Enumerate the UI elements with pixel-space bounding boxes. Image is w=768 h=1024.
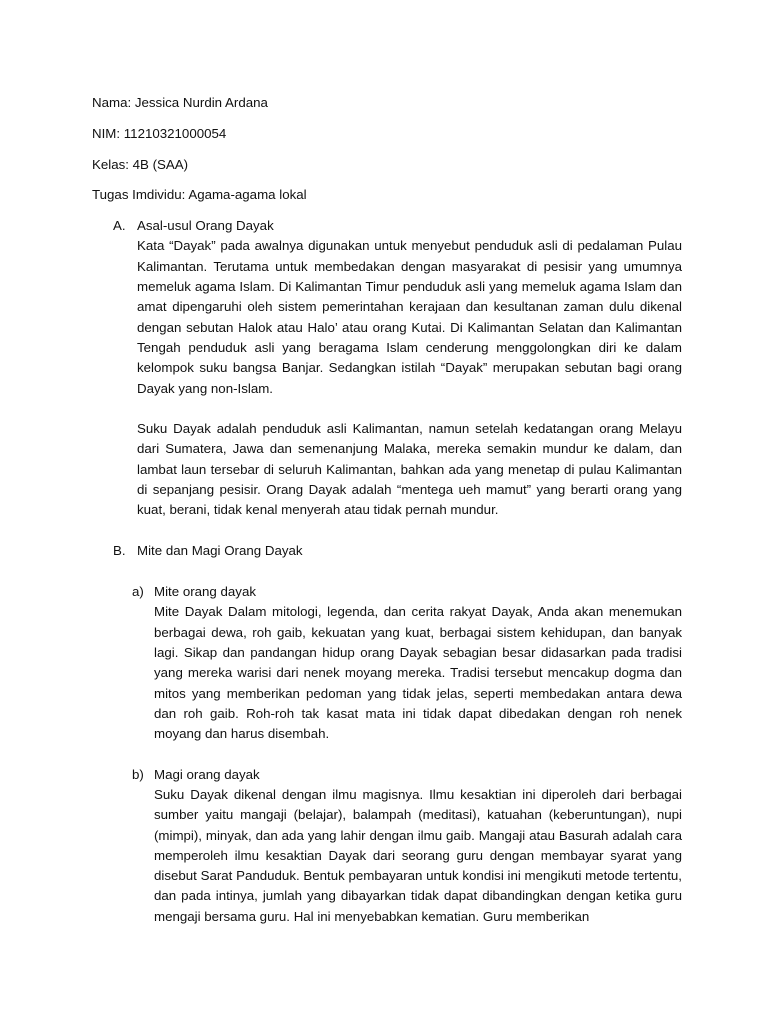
section-b-marker: B.: [113, 543, 126, 559]
subsection-magi-title: Magi orang dayak: [154, 766, 260, 782]
document-page: [92, 93, 682, 927]
assignment-title: Tugas Imdividu: Agama-agama lokal: [92, 187, 307, 203]
subsection-mite-title: Mite orang dayak: [154, 584, 256, 600]
section-b-title: Mite dan Magi Orang Dayak: [137, 543, 303, 559]
section-b: [92, 541, 682, 927]
section-a-marker: A.: [113, 218, 126, 234]
subsection-mite-marker: a): [132, 584, 144, 600]
subsection-magi-text: Suku Dayak dikenal dengan ilmu magisnya. Ilmu kesaktian ini diperoleh dari berbagai sumber yaitu mangaji (belajar), balampah (meditasi), katuahan (keberuntungan), nupi (mimpi), minyak, dan ada yang lahir dengan ilmu gaib. Mangaji atau Basurah adalah cara memperoleh ilmu kesaktian Dayak dari seorang guru dengan membayar syarat yang disebut Sarat Panduduk. Bentuk pembayaran untuk kondisi ini mengikuti metode tertentu, dan pada intinya, jumlah yang dibayarkan tidak dapat dibandingkan dengan ketika guru mengaji bersama guru. Hal ini menyebabkan kematian. Guru memberikan: [154, 787, 682, 924]
student-name: Nama: Jessica Nurdin Ardana: [92, 95, 268, 110]
section-a-title: Asal-usul Orang Dayak: [137, 218, 274, 234]
subsection-magi: [132, 765, 682, 927]
student-nim: NIM: 11210321000054: [92, 125, 227, 141]
subsection-magi-marker: b): [132, 766, 144, 782]
section-a-paragraph-2: Suku Dayak adalah penduduk asli Kalimantan, namun setelah kedatangan orang Melayu dari Sumatera, Jawa dan semenanjung Malaka, mereka semakin mundur ke dalam, dan lambat laun tersebar di seluruh Kalimantan, bahkan ada yang menetap di pulau Kalimantan di sepanjang pesisir. Orang Dayak adalah “mentega ueh mamut” yang berarti orang yang kuat, berani, tidak kenal menyerah atau tidak pernah mundur.: [137, 421, 682, 518]
subsection-mite-text: Mite Dayak Dalam mitologi, legenda, dan cerita rakyat Dayak, Anda akan menemukan berbagai dewa, roh gaib, kekuatan yang kuat, berbagai sistem kehidupan, dan banyak lagi. Sikap dan pandangan hidup orang Dayak sebagian besar didasarkan pada tradisi yang mereka warisi dari nenek moyang mereka. Tradisi tersebut mencakup dogma dan mitos yang memberikan pedoman yang tidak jelas, seperti membedakan antara dewa dan roh gaib. Roh-roh tak kasat mata ini tidak dapat dibedakan dengan roh nenek moyang dan harus disembah.: [154, 604, 682, 742]
subsection-mite: [132, 582, 682, 744]
section-a-paragraph-1: Kata “Dayak” pada awalnya digunakan untuk menyebut penduduk asli di pedalaman Pulau Kalimantan. Terutama untuk membedakan dengan masyarakat di pesisir yang umumnya memeluk agama Islam. Di Kalimantan Timur penduduk asli yang memeluk agama Islam dan amat dipengaruhi oleh sistem pemerintahan kerajaan dan kesultanan zaman dulu dikenal dengan sebutan Halok atau Halo’ atau orang Kutai. Di Kalimantan Selatan dan Kalimantan Tengah penduduk asli yang beragama Islam cenderung menggolongkan diri ke dalam kelompok suku bangsa Banjar. Sedangkan istilah “Dayak” merupakan sebutan bagi orang Dayak yang non-Islam.: [137, 238, 682, 396]
student-class: Kelas: 4B (SAA): [92, 156, 189, 172]
section-a: [92, 216, 682, 541]
